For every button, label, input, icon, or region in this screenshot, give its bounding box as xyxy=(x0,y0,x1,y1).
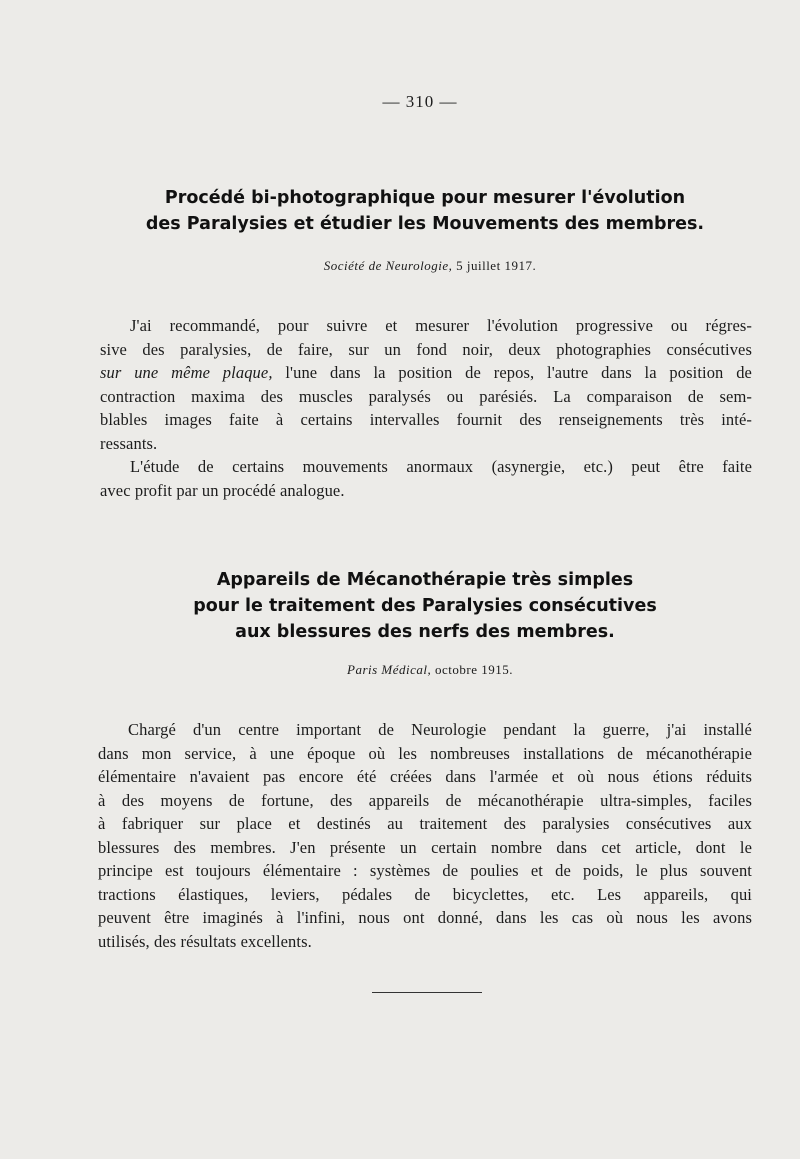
text-line: J'ai recommandé, pour suivre et mesurer l'évolution progressive ou régres- xyxy=(130,316,752,335)
section2-title-line: Appareils de Mécanothérapie très simples xyxy=(216,570,634,590)
text-line: à fabriquer sur place et destinés au traitement des paralysies consécutives aux xyxy=(98,814,752,833)
text-line: élémentaire n'avaient pas encore été créées dans l'armée et où nous étions réduits xyxy=(98,767,752,786)
text-line: blables images faite à certains intervalles fournit des renseignements très inté- xyxy=(100,410,752,429)
emphasis-text: sur une même plaque, xyxy=(100,363,273,382)
text-line: contraction maxima des muscles paralysés ou parésiés. La comparaison de sem- xyxy=(100,386,752,406)
text-line: peuvent être imaginés à l'infini, nous ont donné, dans les cas où nous les avons xyxy=(98,908,752,927)
section1-title xyxy=(0,185,800,237)
text-line xyxy=(100,361,752,385)
text-line: L'étude de certains mouvements anormaux (asynergie, etc.) peut être faite xyxy=(130,457,752,476)
section2-source xyxy=(0,662,800,678)
closing-rule xyxy=(372,992,482,993)
text-line: Chargé d'un centre important de Neurologie pendant la guerre, j'ai installé xyxy=(128,720,752,739)
section2-title-line: pour le traitement des Paralysies consécutives xyxy=(193,596,657,616)
text-line: à des moyens de fortune, des appareils de mécanothérapie ultra-simples, faciles xyxy=(98,790,752,810)
text-line: ressants. xyxy=(100,433,158,453)
section2-source-date: octobre 1915. xyxy=(435,662,513,677)
section2-source-name: Paris Médical, xyxy=(347,662,432,677)
text-line: blessures des membres. J'en présente un certain nombre dans cet article, dont le xyxy=(98,837,752,857)
section1-source xyxy=(0,258,800,274)
section1-paragraph-2 xyxy=(100,455,752,502)
section1-title-line: Procédé bi-photographique pour mesurer l'évolution xyxy=(164,188,686,208)
section1-source-date: 5 juillet 1917. xyxy=(456,258,537,273)
text-fragment: l'une dans la position de repos, l'autre dans la position de xyxy=(272,363,752,382)
section2-paragraph-1 xyxy=(98,718,752,953)
text-line: principe est toujours élémentaire : systèmes de poulies et de poids, le plus souvent xyxy=(98,861,752,880)
section2-title-line: aux blessures des nerfs des membres. xyxy=(235,622,615,642)
text-line: dans mon service, à une époque où les nombreuses installations de mécanothérapie xyxy=(98,743,752,763)
text-line: sive des paralysies, de faire, sur un fond noir, deux photographies consécutives xyxy=(100,339,752,359)
page-number: — 310 — xyxy=(382,92,458,111)
text-line: utilisés, des résultats excellents. xyxy=(98,931,312,951)
text-line: avec profit par un procédé analogue. xyxy=(100,480,345,500)
section1-source-name: Société de Neurologie, xyxy=(323,258,453,273)
section2-title xyxy=(0,567,800,645)
section1-title-line: des Paralysies et étudier les Mouvements des membres. xyxy=(145,214,705,234)
section1-paragraph-1 xyxy=(100,314,752,455)
text-line: tractions élastiques, leviers, pédales de bicyclettes, etc. Les appareils, qui xyxy=(98,884,752,904)
